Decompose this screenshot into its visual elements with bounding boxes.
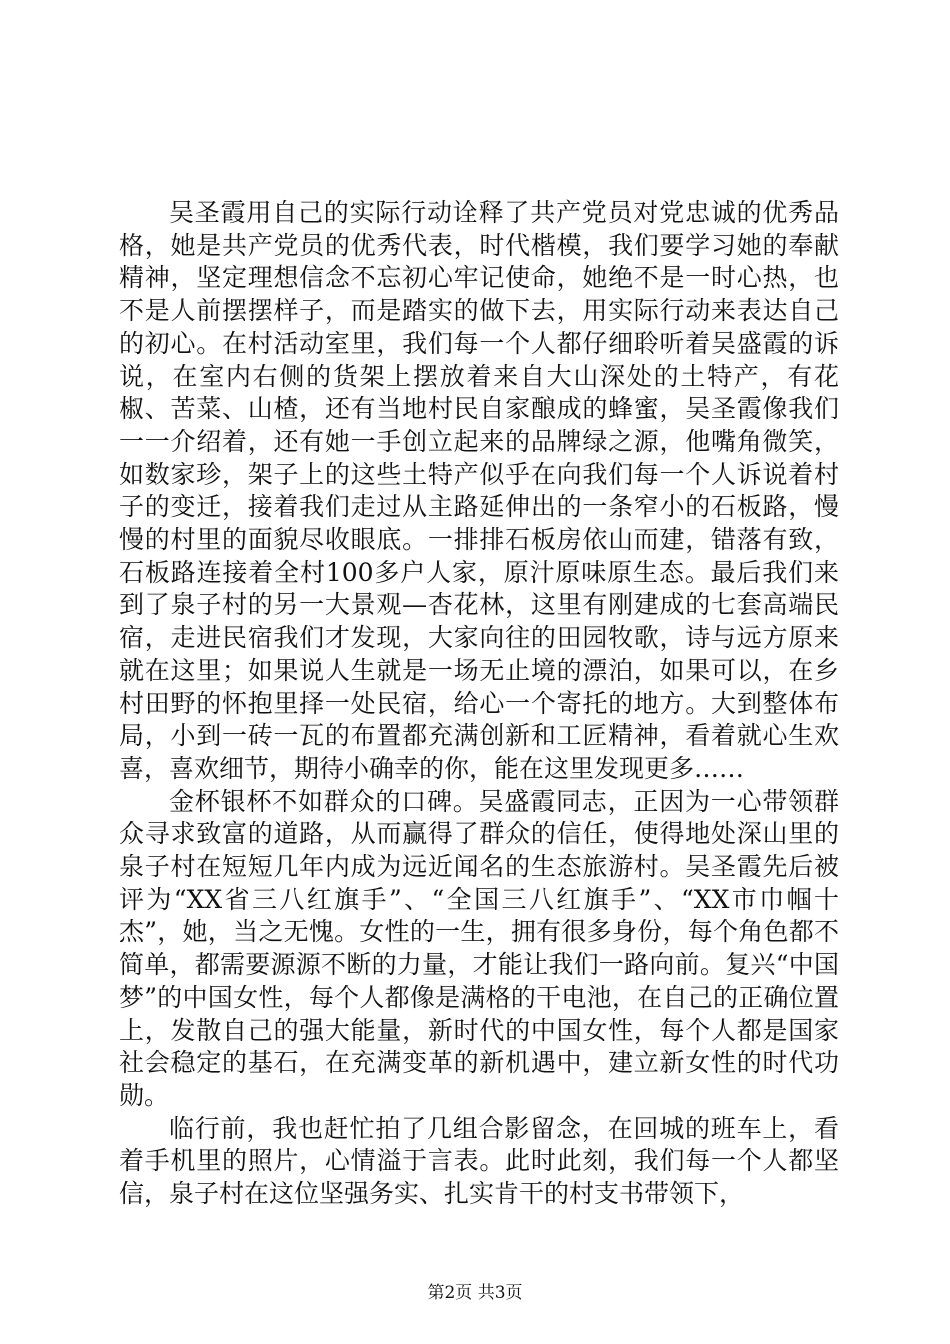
paragraph-3: 临行前，我也赶忙拍了几组合影留念，在回城的班车上，看着手机里的照片，心情溢于言表。此时此刻，我们每一个人都坚信，泉子村在这位坚强务实、扎实肯干的村支书带领下， xyxy=(119,1113,839,1209)
paragraph-1: 吴圣霞用自己的实际行动诠释了共产党员对党忠诚的优秀品格，她是共产党员的优秀代表，时代楷模，我们要学习她的奉献精神，坚定理想信念不忘初心牢记使命，她绝不是一时心热，也不是人前摆摆样子，而是踏实的做下去，用实际行动来表达自己的初心。在村活动室里，我们每一个人都仔细聆听着吴盛霞的诉说，在室内右侧的货架上摆放着来自大山深处的土特产，有花椒、苦菜、山楂，还有当地村民自家酿成的蜂蜜，吴圣霞像我们一一介绍着，还有她一手创立起来的品牌绿之源，他嘴角微笑，如数家珍，架子上的这些土特产似乎在向我们每一个人诉说着村子的变迁，接着我们走过从主路延伸出的一条窄小的石板路，慢慢的村里的面貌尽收眼底。一排排石板房依山而建，错落有致，石板路连接着全村100多户人家，原汁原味原生态。最后我们来到了泉子村的另一大景观—杏花林，这里有刚建成的七套高端民宿，走进民宿我们才发现，大家向往的田园牧歌，诗与远方原来就在这里；如果说人生就是一场无止境的漂泊，如果可以，在乡村田野的怀抱里择一处民宿，给心一个寄托的地方。大到整体布局，小到一砖一瓦的布置都充满创新和工匠精神，看着就心生欢喜，喜欢细节，期待小确幸的你，能在这里发现更多…… xyxy=(119,198,839,783)
paragraph-2: 金杯银杯不如群众的口碑。吴盛霞同志，正因为一心带领群众寻求致富的道路，从而赢得了群众的信任，使得地处深山里的泉子村在短短几年内成为远近闻名的生态旅游村。吴圣霞先后被评为“XX省三八红旗手”、“全国三八红旗手”、“XX市巾帼十杰”，她，当之无愧。女性的一生，拥有很多身份，每个角色都不简单，都需要源源不断的力量，才能让我们一路向前。复兴“中国梦”的中国女性，每个人都像是满格的干电池，在自己的正确位置上，发散自己的强大能量，新时代的中国女性，每个人都是国家社会稳定的基石，在充满变革的新机遇中，建立新女性的时代功勋。 xyxy=(119,786,839,1110)
page-footer: 第2页 共3页 xyxy=(427,1283,523,1303)
body-text xyxy=(119,197,839,1211)
